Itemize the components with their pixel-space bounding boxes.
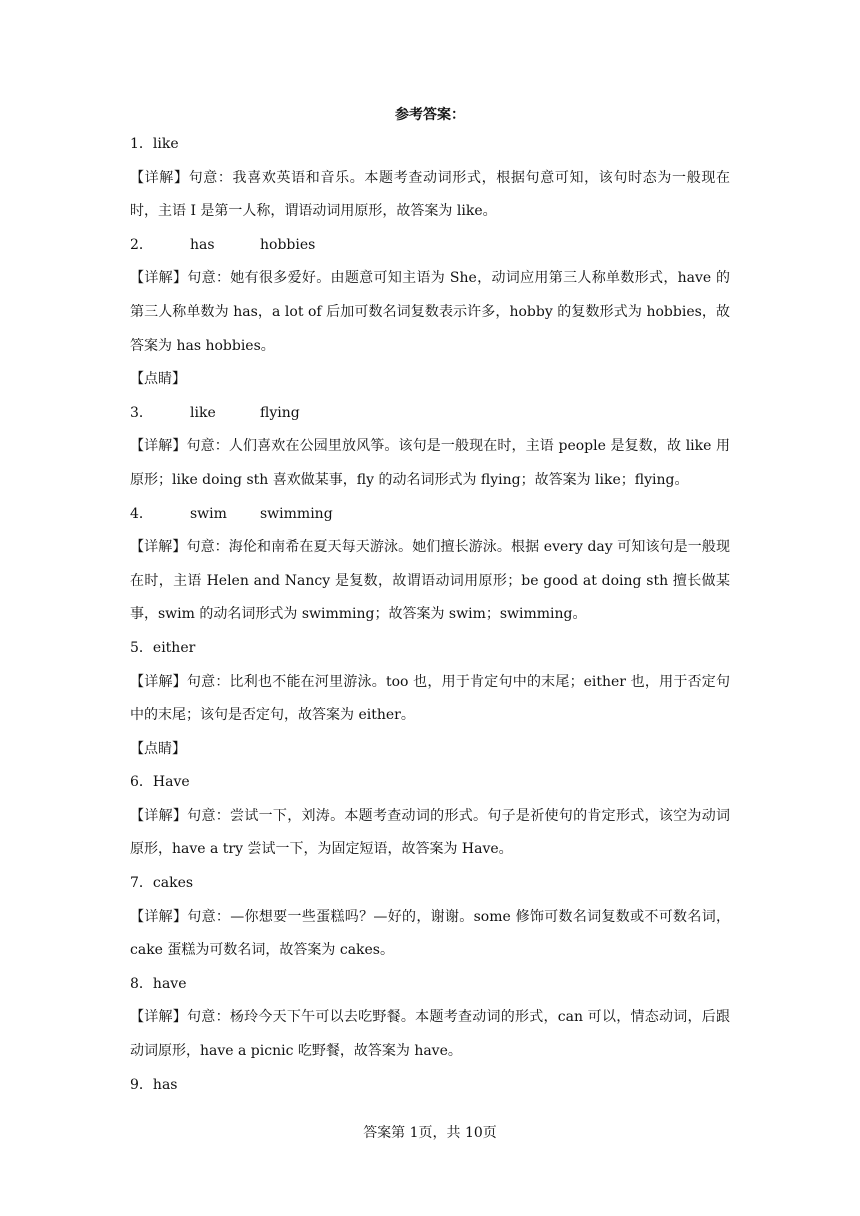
answer-number: 7． xyxy=(130,875,153,892)
answer-value: have xyxy=(152,975,187,992)
answer-line-3 xyxy=(130,397,730,431)
explanation-6 xyxy=(130,800,730,867)
answer-value: either xyxy=(152,639,196,656)
note-tag-5: 【点睛】 xyxy=(130,740,186,757)
answer-line-6 xyxy=(130,766,730,800)
explain-tag: 【详解】 xyxy=(130,908,188,925)
answer-value: has xyxy=(190,236,215,253)
answer-value: cakes xyxy=(152,875,194,892)
answer-number: 5． xyxy=(130,639,153,656)
explain-tag: 【详解】 xyxy=(130,673,187,690)
explanation-4 xyxy=(130,531,730,632)
explain-text: 句意：—你想要一些蛋糕吗？—好的，谢谢。some 修饰可数名词复数或不可数名词，cake 蛋糕为可数名词，故答案为 cakes。 xyxy=(130,908,731,959)
answer-number: 8． xyxy=(130,975,153,992)
answer-value: has xyxy=(152,1076,178,1093)
explain-text: 句意：海伦和南希在夏天每天游泳。她们擅长游泳。根据 every day 可知该句是一般现在时，主语 Helen and Nancy 是复数，故谓语动词用原形；be good at doing sth 擅长做某事，swim 的动名词形式为 swimming；故答案为 swim；swimming。 xyxy=(130,539,730,623)
explain-text: 句意：尝试一下，刘涛。本题考查动词的形式。句子是祈使句的肯定形式，该空为动词原形，have a try 尝试一下，为固定短语，故答案为 Have。 xyxy=(130,807,730,858)
explanation-7 xyxy=(130,901,730,968)
answer-number: 6． xyxy=(130,774,153,791)
page-title: 参考答案： xyxy=(395,107,465,123)
explain-text: 句意：我喜欢英语和音乐。本题考查动词形式，根据句意可知，该句时态为一般现在时，主语 I 是第一人称，谓语动词用原形，故答案为 like。 xyxy=(130,169,731,220)
explain-text: 句意：杨玲今天下午可以去吃野餐。本题考查动词的形式，can 可以，情态动词，后跟动词原形，have a picnic 吃野餐，故答案为 have。 xyxy=(130,1009,731,1060)
explain-tag: 【详解】 xyxy=(130,270,188,287)
explain-tag: 【详解】 xyxy=(130,438,187,455)
answer-value: hobbies xyxy=(260,236,316,253)
answer-number: 1． xyxy=(130,136,153,152)
explanation-2 xyxy=(130,262,730,363)
answer-number: 2． xyxy=(130,236,153,253)
explain-tag: 【详解】 xyxy=(130,807,188,824)
explanation-3 xyxy=(130,430,730,497)
explain-text: 句意：比利也不能在河里游泳。too 也，用于肯定句中的末尾；either 也，用于否定句中的末尾；该句是否定句，故答案为 either。 xyxy=(130,673,730,724)
explain-tag: 【详解】 xyxy=(130,169,189,186)
page-footer: 答案第 1页，共 10页 xyxy=(363,1125,497,1141)
answer-value: swimming xyxy=(260,505,333,522)
answer-number: 3． xyxy=(130,404,153,421)
answer-line-9 xyxy=(130,1069,730,1103)
answer-line-1 xyxy=(130,128,730,162)
answer-value: like xyxy=(190,404,216,421)
answer-list xyxy=(130,128,730,1102)
answer-number: 9． xyxy=(130,1076,153,1093)
answer-line-2 xyxy=(130,229,730,263)
answer-line-5 xyxy=(130,632,730,666)
answer-value: Have xyxy=(152,774,190,791)
explain-text: 句意：她有很多爱好。由题意可知主语为 She，动词应用第三人称单数形式，have 的第三人称单数为 has，a lot of 后加可数名词复数表示许多，hobby 的复数形式为 hobbies，故答案为 has hobbies。 xyxy=(130,270,730,354)
explain-tag: 【详解】 xyxy=(130,1009,188,1026)
answer-value: flying xyxy=(260,404,300,421)
explain-tag: 【详解】 xyxy=(130,539,187,556)
answer-line-4 xyxy=(130,498,730,532)
answer-value: like xyxy=(152,136,179,152)
note-tag-2: 【点睛】 xyxy=(130,371,186,388)
explain-text: 句意：人们喜欢在公园里放风筝。该句是一般现在时，主语 people 是复数，故 like 用原形；like doing sth 喜欢做某事，fly 的动名词形式为 flying；故答案为 like；flying。 xyxy=(130,438,730,488)
explanation-8 xyxy=(130,1001,730,1068)
answer-value: swim xyxy=(190,505,227,522)
answer-line-7 xyxy=(130,867,730,901)
explanation-1 xyxy=(130,162,730,229)
answer-number: 4． xyxy=(130,505,153,522)
answer-line-8 xyxy=(130,968,730,1002)
explanation-5 xyxy=(130,666,730,733)
